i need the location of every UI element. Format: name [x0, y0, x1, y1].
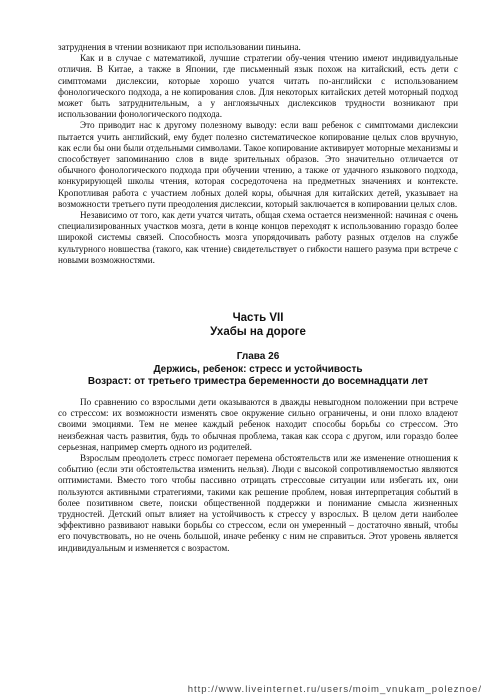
- chapter-heading: [58, 351, 458, 389]
- paragraph: затруднения в чтении возникают при использовании пиньина.: [58, 42, 301, 52]
- paragraph: По сравнению со взрослыми дети оказываются в дважды невыгодном положении при встрече со стрессом: их возможности изменять свое окружение сильно ограничены, и они плохо владеют своими эмоциями. Тем не менее каждый ребенок находит способы борьбы со стрессом. Это неизбежная часть развития, будь то обычная проблема, такая как ссора с другом, или гораздо более серьезная, например смерть одного из родителей.: [58, 397, 458, 452]
- body-text-top: [58, 42, 458, 266]
- part-heading: [58, 311, 458, 339]
- paragraph: Независимо от того, как дети учатся читать, общая схема остается неизменной: начиная с очень специализированных участков мозга, дети в конце концов переходят к использованию гораздо более широкой системы связей. Способность мозга упорядочивать работу разных отделов на службе культурного новшества (такого, как чтение) свидетельствует о гибкости нашего разума при встрече с новыми возможностями.: [58, 210, 458, 265]
- paragraph: Как и в случае с математикой, лучшие стратегии обу-чения чтению имеют индивидуальные отличия. В Китае, а также в Японии, где письменный язык похож на китайский, есть дети с симптомами дислексии, которые хорошо учатся читать по-английски с использованием фонологического подхода, а не копирования слов. Для некоторых китайских детей моторный подход может быть затруднительным, а у англоязычных дислексиков трудности возникают при использовании фонологического подхода.: [58, 53, 458, 120]
- body-text-bottom: [58, 397, 458, 554]
- part-number: Часть VII: [232, 312, 284, 324]
- chapter-age: Возраст: от третьего триместра беременности до восемнадцати лет: [87, 376, 429, 387]
- footer-url: http://www.liveinternet.ru/users/moim_vnukam_poleznoe/: [187, 684, 482, 695]
- paragraph: Это приводит нас к другому полезному выводу: если ваш ребенок с симптомами дислексии пытается учить английский, ему будет полезно систематическое копирование целых слов вручную, как если бы они были отдельными символами. Такое копирование активирует моторные механизмы и способствует запоминанию слов в виде зрительных образов. Это значительно отличается от обычного фонологического подхода при обучении чтению, а также от удачного языкового подхода, конкурирующей школы чтения, которая сосредоточена на предметных значениях и контексте. Кропотливая работа с участием лобных долей коры, обычная для китайских детей, указывает на возможности третьего пути преодоления дислексии, который заключается в копировании целых слов.: [58, 120, 458, 209]
- paragraph: Взрослым преодолеть стресс помогает перемена обстоятельств или же изменение отношения к событию (если эти обстоятельства изменить нельзя). Люди с высокой сопротивляемостью являются оптимистами. Вместо того чтобы пассивно отрицать стрессовые ситуации или избегать их, они пользуются активными стратегиями, такими как решение проблем, новая интерпретация событий в более позитивном свете, поиски общественной поддержки и понимание смысла жизненных трудностей. Детский опыт влияет на устойчивость к стрессу у взрослых. В целом дети наиболее эффективно развивают навыки борьбы со стрессом, если он умеренный – достаточно явный, чтобы его почувствовать, но не очень большой, иначе ребенку с ним не справиться. Этот уровень является индивидуальным и изменяется с возрастом.: [58, 453, 458, 553]
- chapter-number: Глава 26: [236, 351, 280, 362]
- chapter-title: Держись, ребенок: стресс и устойчивость: [153, 363, 363, 375]
- part-title: Ухабы на дороге: [210, 326, 306, 338]
